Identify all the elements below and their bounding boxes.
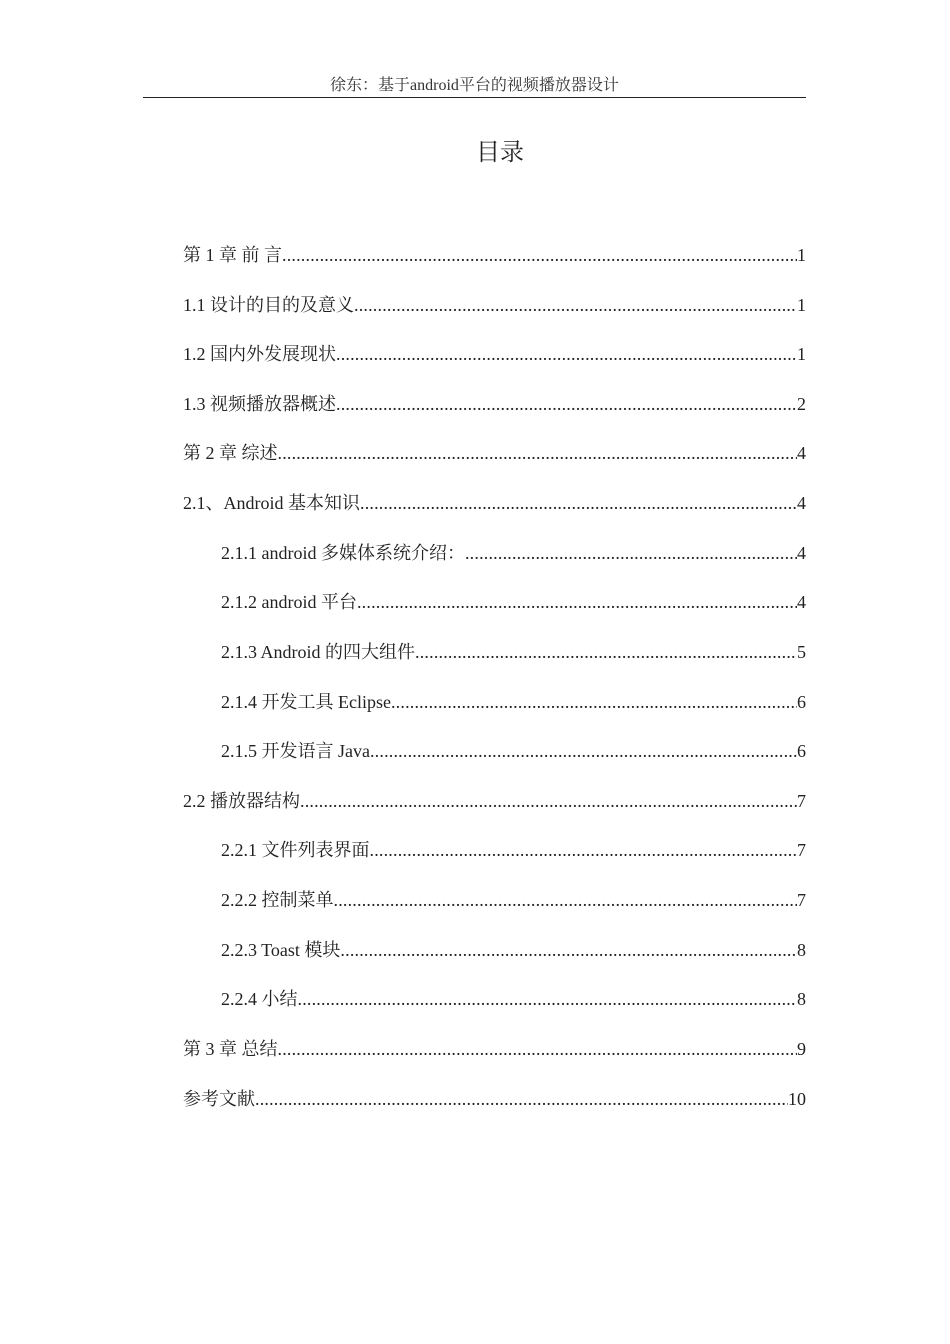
toc-entry-page: 2 [797,394,806,414]
toc-leader-dots [334,888,798,912]
toc-entry-2-1[interactable] [183,491,806,515]
toc-entry-page: 5 [797,642,806,662]
toc-leader-dots [354,293,797,317]
toc-entry-page: 6 [797,741,806,761]
toc-leader-dots [336,392,797,416]
toc-entry-page: 6 [797,692,806,712]
toc-entry-label: 2.2.2 控制菜单 [221,890,334,910]
toc-entry-page: 8 [797,989,806,1009]
toc-entry-label: 2.1、Android 基本知识 [183,493,360,513]
toc-entry-label: 2.1.1 android 多媒体系统介绍： [221,543,465,563]
toc-entry-page: 7 [797,840,806,860]
toc-entry-page: 7 [797,791,806,811]
toc-entry-page: 1 [797,295,806,315]
toc-entry-page: 1 [797,344,806,364]
toc-leader-dots [370,838,798,862]
toc-entry-page: 10 [788,1089,806,1109]
toc-entry-chapter-3[interactable] [183,1037,806,1061]
toc-entry-page: 4 [797,443,806,463]
toc-leader-dots [255,1087,788,1111]
toc-entry-2-1-5[interactable] [221,739,806,763]
toc-entry-label: 2.2.1 文件列表界面 [221,840,370,860]
toc-entry-2-1-2[interactable] [221,590,806,614]
toc-entry-label: 第 2 章 综述 [183,443,278,463]
toc-leader-dots [282,243,797,267]
toc-entry-label: 第 3 章 总结 [183,1039,278,1059]
toc-entry-2-1-1[interactable] [221,541,806,565]
toc-leader-dots [300,789,797,813]
toc-entry-label: 第 1 章 前 言 [183,245,282,265]
toc-entry-label: 参考文献 [183,1089,255,1109]
toc-entry-1-3[interactable] [183,392,806,416]
toc-leader-dots [278,441,798,465]
toc-entry-label: 2.1.3 Android 的四大组件 [221,642,416,662]
toc-entry-page: 7 [797,890,806,910]
toc-entry-label: 2.2.4 小结 [221,989,298,1009]
toc-leader-dots [360,491,797,515]
toc-leader-dots [298,987,798,1011]
toc-entry-2-2-2[interactable] [221,888,806,912]
toc-entry-page: 9 [797,1039,806,1059]
toc-entry-page: 4 [797,592,806,612]
toc-leader-dots [278,1037,798,1061]
toc-entry-label: 2.2.3 Toast 模块 [221,940,341,960]
toc-entry-label: 2.2 播放器结构 [183,791,300,811]
running-header: 徐东：基于android平台的视频播放器设计 [330,77,619,94]
toc-leader-dots [415,640,797,664]
toc-entry-page: 4 [797,493,806,513]
toc-entry-page: 8 [797,940,806,960]
toc-leader-dots [340,938,797,962]
toc-leader-dots [357,590,797,614]
toc-entry-label: 2.1.4 开发工具 Eclipse [221,692,391,712]
toc-entry-2-2-1[interactable] [221,838,806,862]
toc-entry-chapter-1[interactable] [183,243,806,267]
toc-entry-label: 2.1.2 android 平台 [221,592,357,612]
toc-entry-chapter-2[interactable] [183,441,806,465]
toc-entry-2-2[interactable] [183,789,806,813]
toc-entry-2-1-4[interactable] [221,690,806,714]
toc-entry-label: 2.1.5 开发语言 Java [221,741,370,761]
toc-leader-dots [465,541,797,565]
toc-entry-1-2[interactable] [183,342,806,366]
toc-leader-dots [370,739,797,763]
toc-entry-references[interactable] [183,1087,806,1111]
toc-entry-page: 1 [797,245,806,265]
toc-entry-2-2-3[interactable] [221,938,806,962]
toc-entry-2-1-3[interactable] [221,640,806,664]
toc-leader-dots [336,342,797,366]
toc-leader-dots [391,690,797,714]
toc-title: 目录 [476,138,524,166]
toc-entry-page: 4 [797,543,806,563]
toc-entry-2-2-4[interactable] [221,987,806,1011]
toc-entry-label: 1.2 国内外发展现状 [183,344,336,364]
toc-entry-label: 1.1 设计的目的及意义 [183,295,354,315]
toc-entry-label: 1.3 视频播放器概述 [183,394,336,414]
toc-entry-1-1[interactable] [183,293,806,317]
